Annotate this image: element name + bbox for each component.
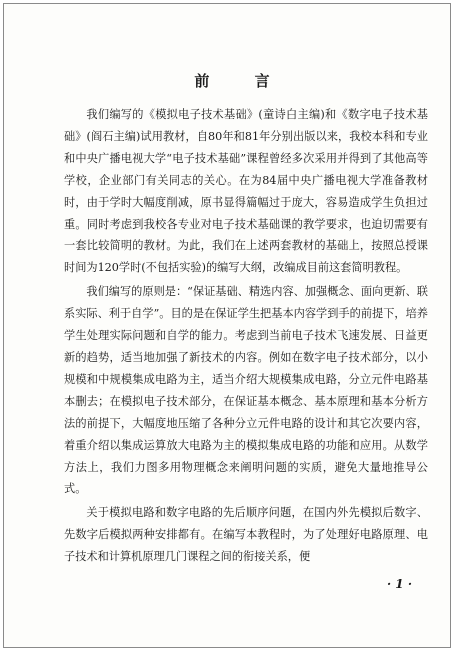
page-number: · 1 · bbox=[386, 577, 412, 591]
paragraph-1: 我们编写的《模拟电子技术基础》(童诗白主编)和《数字电子技术基础》(阎石主编)试用教材，自80年和81年分别出版以来，我校本科和专业和中央广播电视大学“电子技术基础”课程曾经多次采用并得到了其他高等学校，企业部门有关同志的关心。在为84届中央广播电视大学准备教材时，由于学时大幅度削减，原书显得篇幅过于庞大，容易造成学生负担过重。同时考虑到我校各专业对电子技术基础课的教学要求，也迫切需要有一套比较简明的教材。为此，我们在上述两套教材的基础上，按照总授课时间为120学时(不包括实验)的编写大纲，改编成目前这套简明教程。 bbox=[64, 108, 428, 275]
paragraph-3: 关于模拟电路和数字电路的先后顺序问题，在国内外先模拟后数字、先数字后模拟两种安排都有。在编写本教程时，为了处理好电路原理、电子技术和计算机原理几门课程之间的衔接关系，便 bbox=[64, 506, 428, 564]
paragraph-2: 我们编写的原则是：“保证基础、精选内容、加强概念、面向更新、联系实际、利于自学”。目的是在保证学生把基本内容学到手的前提下，培养学生处理实际问题和自学的能力。考虑到当前电子技术飞速发展、日益更新的趋势，适当地加强了新技术的内容。例如在数字电子技术部分，以小规模和中规模集成电路为主，适当介绍大规模集成电路，分立元件电路基本删去；在模拟电子技术部分，在保证基本概念、基本原理和基本分析方法的前提下，大幅度地压缩了各种分立元件电路的设计和其它次要内容，着重介绍以集成运算放大电路为主的模拟集成电路的功能和应用。从数学方法上，我们力图多用物理概念来阐明问题的实质，避免大量地推导公式。 bbox=[64, 285, 428, 496]
body-text bbox=[64, 104, 428, 570]
page-title: 前 言 bbox=[194, 72, 290, 90]
page bbox=[3, 3, 451, 648]
